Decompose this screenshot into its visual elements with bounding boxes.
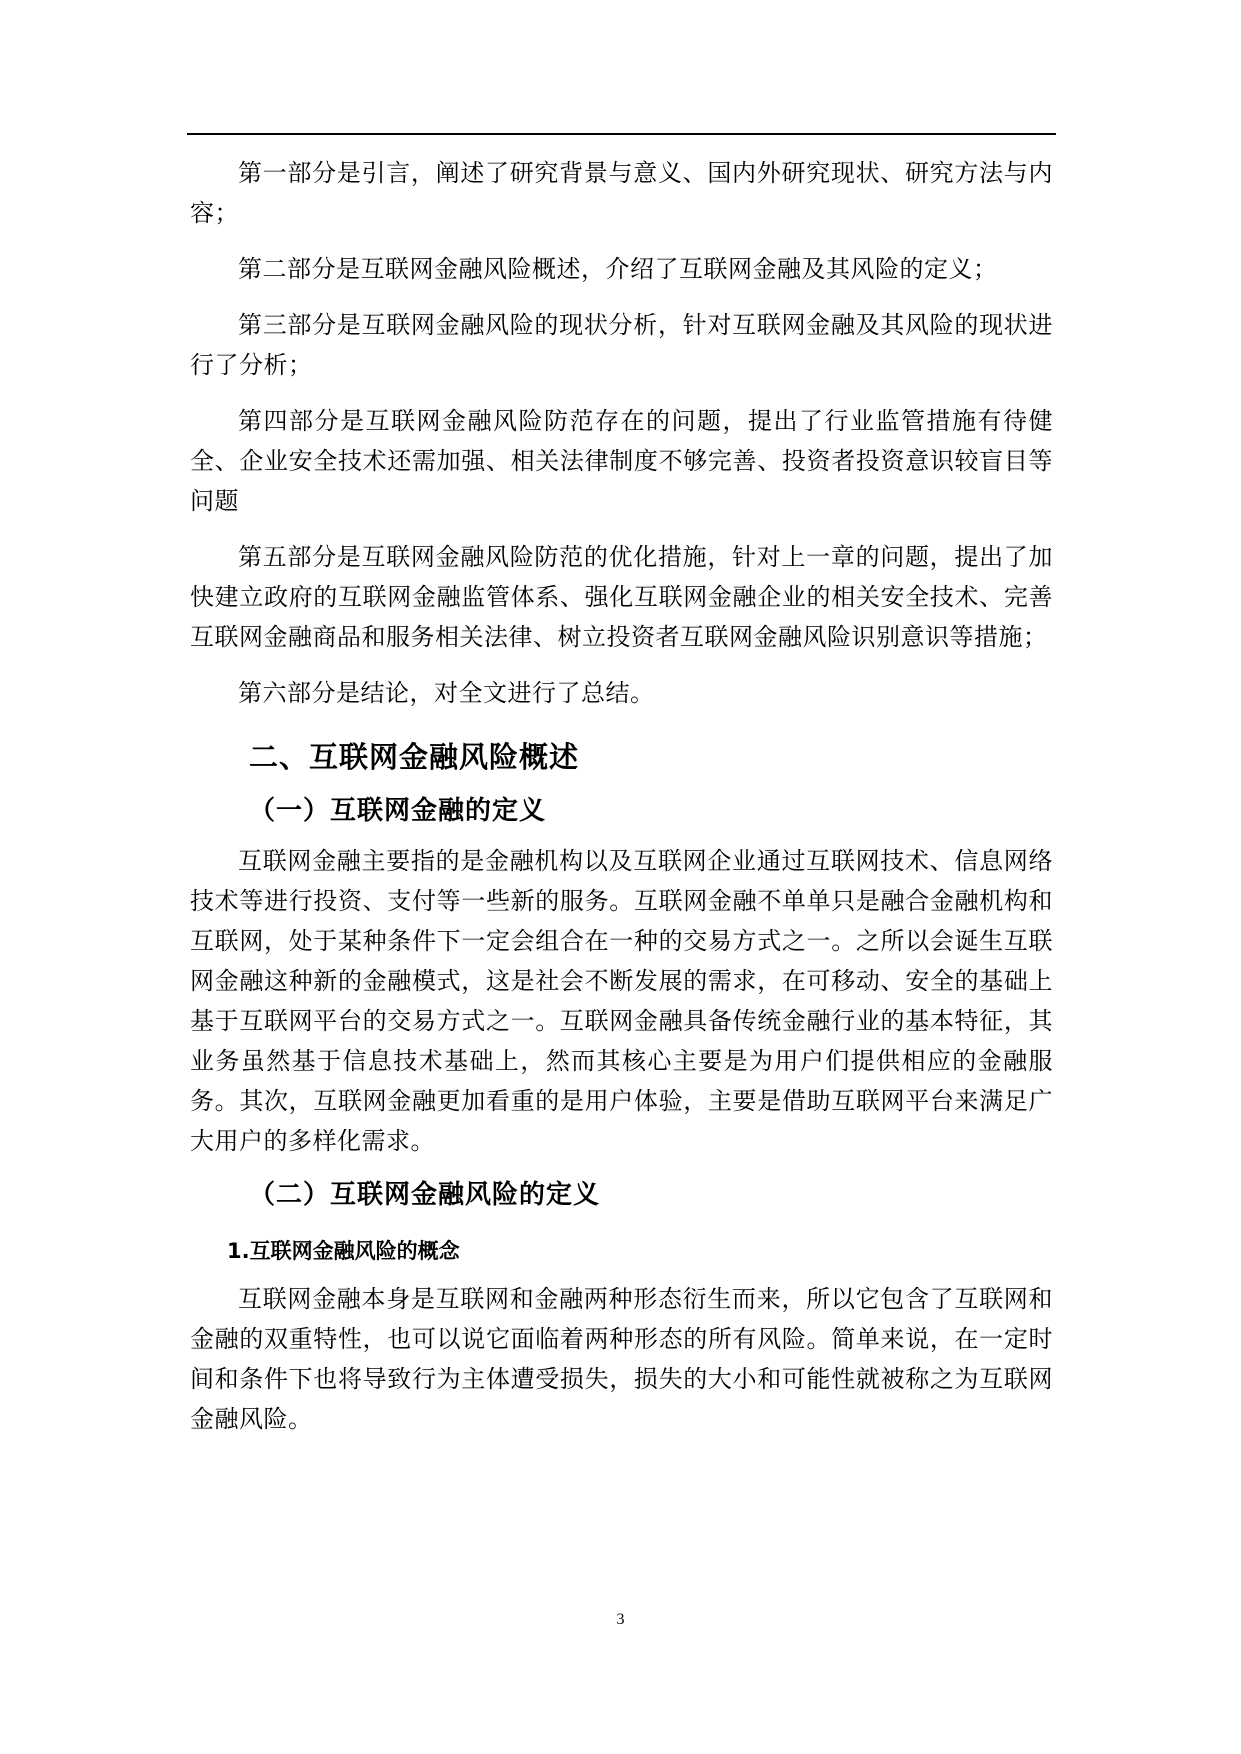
subsection-heading-2: （二）互联网金融风险的定义 [249, 1180, 601, 1210]
definition-paragraph: 互联网金融主要指的是金融机构以及互联网企业通过互联网技术、信息网络技术等进行投资、支付等一些新的服务。互联网金融不单单只是融合金融机构和互联网，处于某种条件下一定会组合在一种的交易方式之一。之所以会诞生互联网金融这种新的金融模式，这是社会不断发展的需求，在可移动、安全的基础上基于互联网平台的交易方式之一。互联网金融具备传统金融行业的基本特征，其业务虽然基于信息技术基础上，然而其核心主要是为用户们提供相应的金融服务。其次，互联网金融更加看重的是用户体验，主要是借助互联网平台来满足广大用户的多样化需求。 [190, 847, 1053, 1155]
page-body [190, 153, 1053, 1439]
intro-paragraph-6: 第六部分是结论，对全文进行了总结。 [238, 679, 655, 707]
concept-paragraph: 互联网金融本身是互联网和金融两种形态衍生而来，所以它包含了互联网和金融的双重特性，也可以说它面临着两种形态的所有风险。简单来说，在一定时间和条件下也将导致行为主体遭受损失，损失的大小和可能性就被称之为互联网金融风险。 [190, 1285, 1053, 1433]
intro-paragraph-3: 第三部分是互联网金融风险的现状分析，针对互联网金融及其风险的现状进行了分析； [190, 311, 1053, 379]
subsection-heading-1: （一）互联网金融的定义 [249, 796, 547, 826]
intro-paragraph-1: 第一部分是引言，阐述了研究背景与意义、国内外研究现状、研究方法与内容； [190, 159, 1053, 227]
intro-paragraph-2: 第二部分是互联网金融风险概述，介绍了互联网金融及其风险的定义； [238, 255, 998, 283]
intro-paragraph-5: 第五部分是互联网金融风险防范的优化措施，针对上一章的问题，提出了加快建立政府的互联网金融监管体系、强化互联网金融企业的相关安全技术、完善互联网金融商品和服务相关法律、树立投资者互联网金融风险识别意识等措施； [190, 543, 1053, 651]
intro-paragraph-4: 第四部分是互联网金融风险防范存在的问题，提出了行业监管措施有待健全、企业安全技术还需加强、相关法律制度不够完善、投资者投资意识较盲目等问题 [190, 407, 1053, 515]
page-number: 3 [616, 1611, 625, 1628]
section-heading: 二、互联网金融风险概述 [249, 740, 580, 774]
header-rule [187, 133, 1056, 135]
item-heading: 1.互联网金融风险的概念 [227, 1239, 460, 1263]
